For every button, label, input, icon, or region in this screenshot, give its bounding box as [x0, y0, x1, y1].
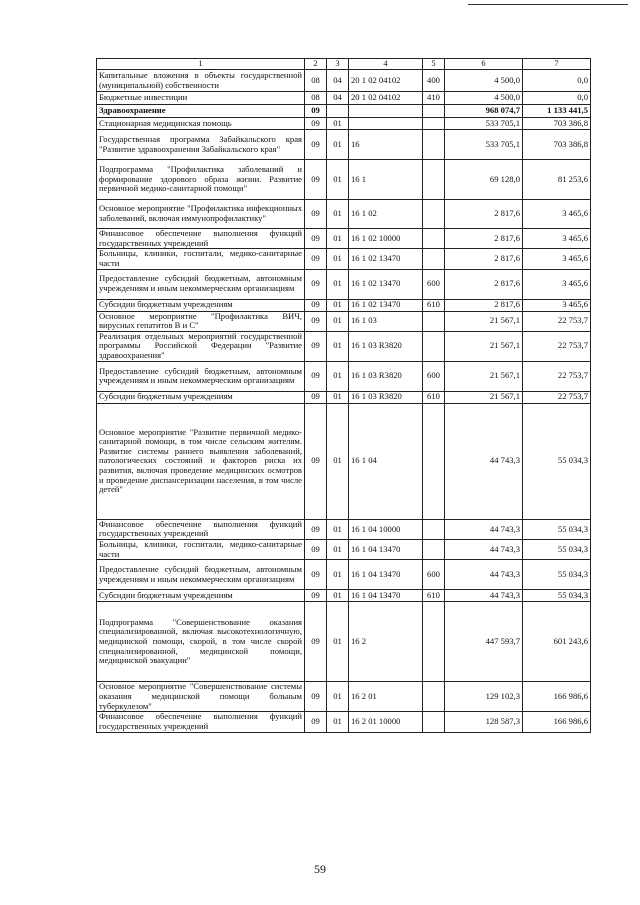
row-amount-2: 55 034,3	[523, 590, 591, 602]
row-expense-type: 610	[423, 391, 445, 403]
row-amount-1: 128 587,3	[445, 712, 523, 732]
row-section: 09	[305, 130, 327, 160]
row-subsection: 04	[327, 92, 349, 105]
row-target-article: 16 1 03 R3820	[349, 361, 423, 391]
row-name: Подпрограмма "Профилактика заболеваний и формирование здорового образа жизни. Развитие первичной медико-санитарной помощи"	[97, 160, 305, 200]
row-amount-2: 22 753,7	[523, 331, 591, 361]
row-target-article: 16 1 02	[349, 200, 423, 229]
header-col-3: 3	[327, 59, 349, 70]
row-section: 09	[305, 331, 327, 361]
table-row	[97, 160, 591, 200]
row-expense-type	[423, 160, 445, 200]
table-row	[97, 590, 591, 602]
row-expense-type: 600	[423, 361, 445, 391]
row-name: Больницы, клиники, госпитали, медико-санитарные части	[97, 540, 305, 560]
table-row	[97, 200, 591, 229]
row-expense-type	[423, 403, 445, 519]
row-section: 09	[305, 712, 327, 732]
row-amount-1: 533 705,1	[445, 130, 523, 160]
table-row	[97, 311, 591, 331]
row-section: 08	[305, 70, 327, 92]
header-col-5: 5	[423, 59, 445, 70]
row-section: 09	[305, 602, 327, 682]
row-target-article: 20 1 02 04102	[349, 70, 423, 92]
table-row	[97, 118, 591, 130]
row-subsection: 01	[327, 403, 349, 519]
row-expense-type	[423, 105, 445, 118]
row-amount-1: 44 743,3	[445, 560, 523, 590]
row-subsection: 01	[327, 602, 349, 682]
header-col-6: 6	[445, 59, 523, 70]
row-amount-2: 1 133 441,5	[523, 105, 591, 118]
row-expense-type	[423, 118, 445, 130]
row-amount-2: 166 986,6	[523, 682, 591, 712]
row-target-article: 16 1 03 R3820	[349, 391, 423, 403]
table-row	[97, 105, 591, 118]
row-section: 09	[305, 311, 327, 331]
table-header-row	[97, 59, 591, 70]
row-target-article: 16 2 01 10000	[349, 712, 423, 732]
row-name: Основное мероприятие "Профилактика инфекционных заболеваний, включая иммунопрофилактику"	[97, 200, 305, 229]
row-name: Финансовое обеспечение выполнения функций государственных учреждений	[97, 229, 305, 249]
row-subsection: 01	[327, 200, 349, 229]
row-expense-type: 410	[423, 92, 445, 105]
row-amount-2: 703 386,8	[523, 130, 591, 160]
row-section: 09	[305, 361, 327, 391]
row-amount-1: 44 743,3	[445, 590, 523, 602]
row-name: Подпрограмма "Совершенствование оказания специализированной, включая высокотехнологичную, медицинской помощи, скорой, в том числе скорой специализированной, медицинской помощи, медицинской эвакуации"	[97, 602, 305, 682]
table-row	[97, 403, 591, 519]
table-row	[97, 331, 591, 361]
row-section: 09	[305, 105, 327, 118]
row-amount-1: 4 500,0	[445, 70, 523, 92]
row-target-article	[349, 118, 423, 130]
row-name: Субсидии бюджетным учреждениям	[97, 391, 305, 403]
row-name: Субсидии бюджетным учреждениям	[97, 590, 305, 602]
row-section: 09	[305, 682, 327, 712]
row-expense-type	[423, 540, 445, 560]
row-expense-type: 400	[423, 70, 445, 92]
row-expense-type	[423, 200, 445, 229]
row-name: Бюджетные инвестиции	[97, 92, 305, 105]
table-row	[97, 299, 591, 311]
row-target-article: 16 2 01	[349, 682, 423, 712]
row-section: 09	[305, 200, 327, 229]
row-section: 09	[305, 269, 327, 299]
row-amount-1: 447 593,7	[445, 602, 523, 682]
row-amount-2: 601 243,6	[523, 602, 591, 682]
table-row	[97, 130, 591, 160]
table-row	[97, 361, 591, 391]
row-section: 09	[305, 118, 327, 130]
row-amount-2: 3 465,6	[523, 249, 591, 269]
row-amount-1: 2 817,6	[445, 269, 523, 299]
row-section: 09	[305, 160, 327, 200]
row-name: Предоставление субсидий бюджетным, автономным учреждениям и иным некоммерческим организациям	[97, 269, 305, 299]
row-subsection: 01	[327, 682, 349, 712]
row-name: Государственная программа Забайкальского края "Развитие здравоохранения Забайкальского края"	[97, 130, 305, 160]
row-amount-1: 533 705,1	[445, 118, 523, 130]
row-section: 09	[305, 560, 327, 590]
row-amount-2: 703 386,8	[523, 118, 591, 130]
table-row	[97, 540, 591, 560]
row-subsection: 01	[327, 130, 349, 160]
row-target-article: 16 1 04 10000	[349, 519, 423, 539]
row-target-article: 16 1 02 10000	[349, 229, 423, 249]
row-name: Основное мероприятие "Совершенствование системы оказания медицинской помощи больным туберкулезом"	[97, 682, 305, 712]
row-amount-1: 4 500,0	[445, 92, 523, 105]
row-subsection: 01	[327, 160, 349, 200]
row-target-article: 16 1 02 13470	[349, 249, 423, 269]
row-amount-1: 2 817,6	[445, 200, 523, 229]
row-target-article: 20 1 02 04102	[349, 92, 423, 105]
table-row	[97, 249, 591, 269]
row-subsection: 01	[327, 229, 349, 249]
table-row	[97, 70, 591, 92]
row-expense-type	[423, 712, 445, 732]
row-amount-1: 44 743,3	[445, 403, 523, 519]
row-subsection: 01	[327, 249, 349, 269]
row-expense-type	[423, 602, 445, 682]
row-name: Предоставление субсидий бюджетным, автономным учреждениям и иным некоммерческим организациям	[97, 361, 305, 391]
row-section: 09	[305, 299, 327, 311]
row-name: Здравоохранение	[97, 105, 305, 118]
row-amount-2: 0,0	[523, 92, 591, 105]
table-row	[97, 519, 591, 539]
row-target-article: 16 1 04 13470	[349, 590, 423, 602]
row-amount-1: 21 567,1	[445, 331, 523, 361]
row-subsection: 01	[327, 311, 349, 331]
row-amount-2: 166 986,6	[523, 712, 591, 732]
row-name: Субсидии бюджетным учреждениям	[97, 299, 305, 311]
row-expense-type: 610	[423, 590, 445, 602]
row-amount-2: 3 465,6	[523, 229, 591, 249]
row-expense-type: 600	[423, 269, 445, 299]
row-target-article: 16 1 04 13470	[349, 540, 423, 560]
row-amount-2: 3 465,6	[523, 299, 591, 311]
row-expense-type	[423, 229, 445, 249]
row-subsection: 01	[327, 361, 349, 391]
row-amount-2: 22 753,7	[523, 391, 591, 403]
row-amount-2: 22 753,7	[523, 311, 591, 331]
row-amount-2: 55 034,3	[523, 403, 591, 519]
top-corner-line	[468, 4, 628, 5]
row-expense-type	[423, 130, 445, 160]
header-col-1: 1	[97, 59, 305, 70]
budget-table	[96, 58, 591, 733]
page-number: 59	[314, 862, 326, 876]
table-row	[97, 682, 591, 712]
row-name: Предоставление субсидий бюджетным, автономным учреждениям и иным некоммерческим организациям	[97, 560, 305, 590]
row-section: 09	[305, 249, 327, 269]
row-subsection	[327, 105, 349, 118]
table-row	[97, 269, 591, 299]
row-expense-type: 600	[423, 560, 445, 590]
row-name: Основное мероприятие "Развитие первичной медико-санитарной помощи, в том числе сельским жителям. Развитие системы раннего выявления заболеваний, патологических состояний и факторов риска их развития, включая проведение медицинских осмотров и проведение диспансеризации населения, в том числе детей"	[97, 403, 305, 519]
row-expense-type	[423, 311, 445, 331]
row-amount-2: 3 465,6	[523, 269, 591, 299]
row-amount-2: 22 753,7	[523, 361, 591, 391]
row-amount-1: 2 817,6	[445, 299, 523, 311]
row-expense-type	[423, 682, 445, 712]
row-target-article: 16 1 04	[349, 403, 423, 519]
row-subsection: 01	[327, 519, 349, 539]
row-name: Стационарная медицинская помощь	[97, 118, 305, 130]
header-col-7: 7	[523, 59, 591, 70]
row-amount-1: 2 817,6	[445, 229, 523, 249]
table-row	[97, 712, 591, 732]
row-subsection: 04	[327, 70, 349, 92]
row-subsection: 01	[327, 118, 349, 130]
row-expense-type	[423, 519, 445, 539]
row-name: Финансовое обеспечение выполнения функций государственных учреждений	[97, 712, 305, 732]
row-amount-1: 69 128,0	[445, 160, 523, 200]
row-subsection: 01	[327, 590, 349, 602]
row-amount-2: 55 034,3	[523, 519, 591, 539]
row-amount-1: 21 567,1	[445, 391, 523, 403]
row-target-article: 16 1 02 13470	[349, 269, 423, 299]
row-section: 09	[305, 391, 327, 403]
row-amount-1: 2 817,6	[445, 249, 523, 269]
row-subsection: 01	[327, 269, 349, 299]
table-row	[97, 602, 591, 682]
row-name: Реализация отдельных мероприятий государственной программы Российской Федерации "Развитие здравоохранения"	[97, 331, 305, 361]
header-col-2: 2	[305, 59, 327, 70]
row-amount-1: 44 743,3	[445, 519, 523, 539]
row-section: 09	[305, 229, 327, 249]
row-subsection: 01	[327, 540, 349, 560]
row-section: 09	[305, 590, 327, 602]
row-target-article: 16 1	[349, 160, 423, 200]
table-row	[97, 92, 591, 105]
row-subsection: 01	[327, 391, 349, 403]
row-amount-1: 21 567,1	[445, 361, 523, 391]
row-amount-1: 968 074,7	[445, 105, 523, 118]
table-row	[97, 560, 591, 590]
row-section: 09	[305, 540, 327, 560]
row-section: 08	[305, 92, 327, 105]
row-expense-type	[423, 331, 445, 361]
row-amount-2: 55 034,3	[523, 540, 591, 560]
row-amount-1: 44 743,3	[445, 540, 523, 560]
row-name: Основное мероприятие "Профилактика ВИЧ, вирусных гепатитов В и С"	[97, 311, 305, 331]
row-amount-1: 21 567,1	[445, 311, 523, 331]
row-expense-type	[423, 249, 445, 269]
row-amount-1: 129 102,3	[445, 682, 523, 712]
header-col-4: 4	[349, 59, 423, 70]
row-target-article: 16 1 04 13470	[349, 560, 423, 590]
row-subsection: 01	[327, 560, 349, 590]
row-expense-type: 610	[423, 299, 445, 311]
table-row	[97, 391, 591, 403]
row-section: 09	[305, 519, 327, 539]
row-target-article: 16 2	[349, 602, 423, 682]
table-row	[97, 229, 591, 249]
row-amount-2: 55 034,3	[523, 560, 591, 590]
row-subsection: 01	[327, 712, 349, 732]
row-target-article: 16 1 02 13470	[349, 299, 423, 311]
row-section: 09	[305, 403, 327, 519]
row-target-article: 16 1 03 R3820	[349, 331, 423, 361]
row-target-article: 16 1 03	[349, 311, 423, 331]
row-target-article	[349, 105, 423, 118]
row-subsection: 01	[327, 299, 349, 311]
row-name: Финансовое обеспечение выполнения функций государственных учреждений	[97, 519, 305, 539]
row-subsection: 01	[327, 331, 349, 361]
row-amount-2: 81 253,6	[523, 160, 591, 200]
row-name: Больницы, клиники, госпитали, медико-санитарные части	[97, 249, 305, 269]
row-amount-2: 0,0	[523, 70, 591, 92]
row-target-article: 16	[349, 130, 423, 160]
row-amount-2: 3 465,6	[523, 200, 591, 229]
row-name: Капитальные вложения в объекты государственной (муниципальной) собственности	[97, 70, 305, 92]
